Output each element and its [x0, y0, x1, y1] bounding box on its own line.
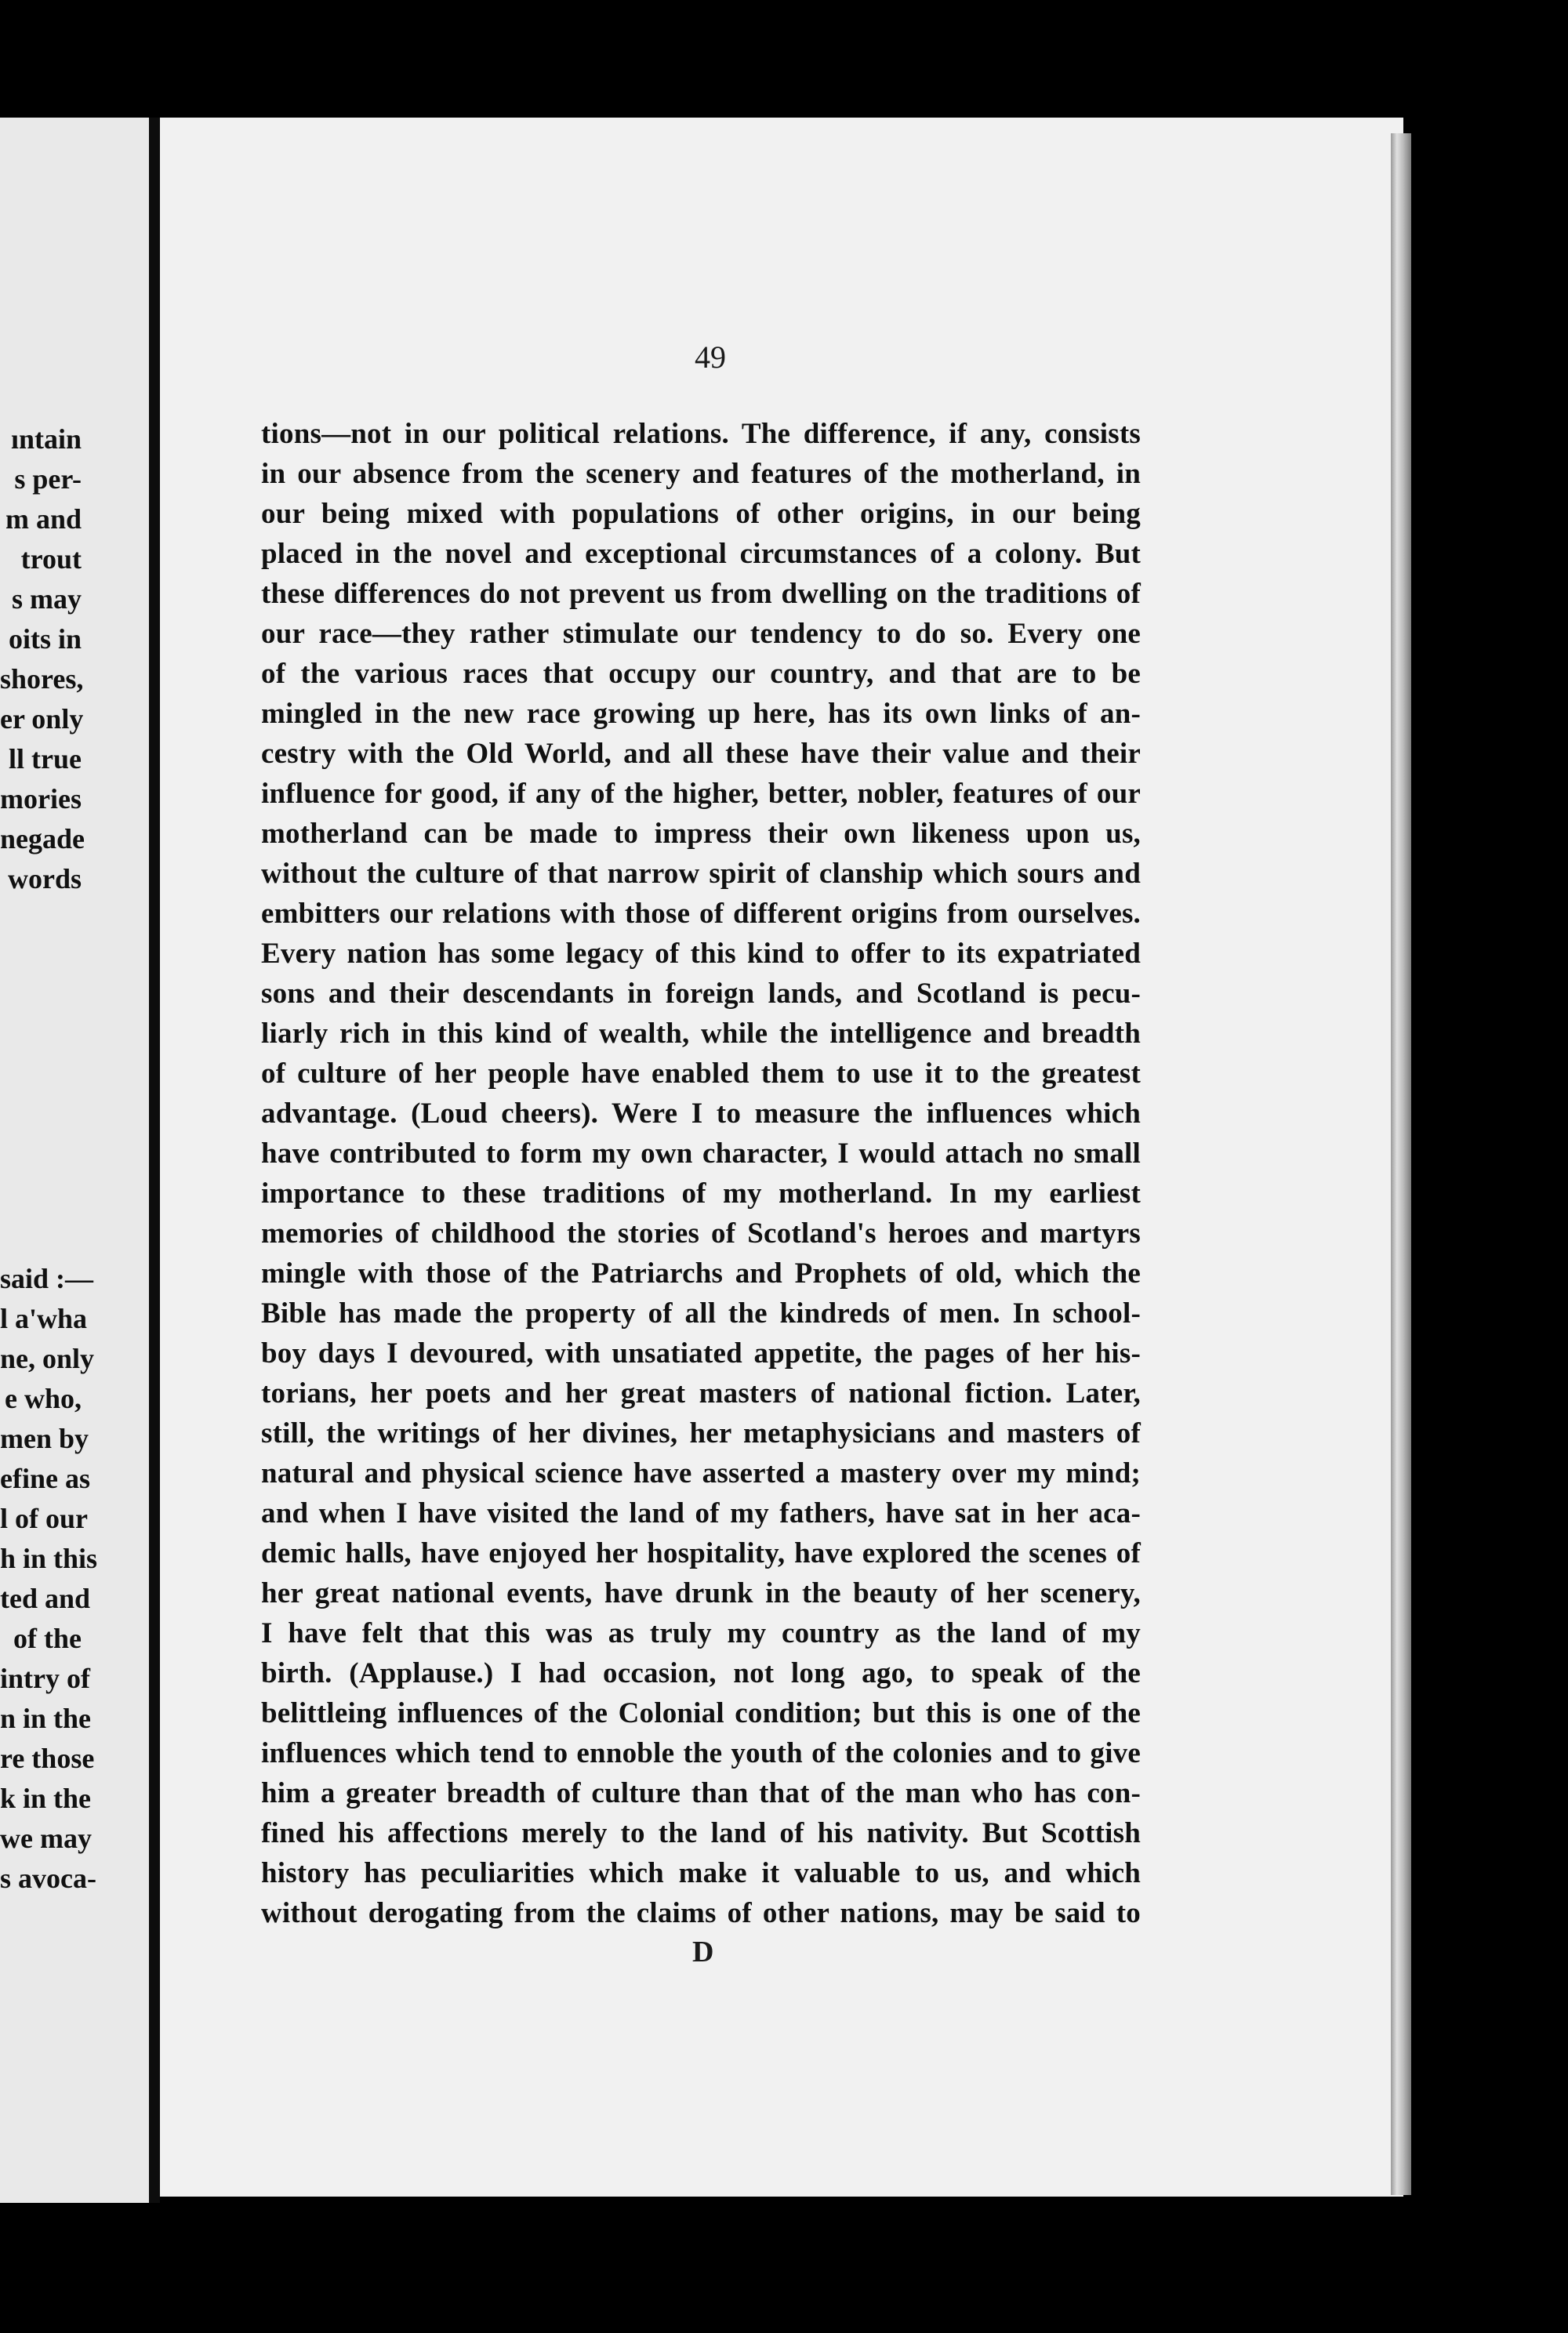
body-text-line: I have felt that this was as truly my country as the land of my	[261, 1617, 1141, 1649]
left-page-line: of the	[13, 1623, 82, 1654]
body-text-line: fined his affections merely to the land of his nativity. But Scottish	[261, 1817, 1141, 1849]
left-page-line: s may	[12, 583, 82, 615]
left-page-line: ll true	[9, 743, 82, 775]
left-page-line	[0, 1139, 149, 1179]
left-page-line: m and	[5, 503, 82, 535]
left-page-line	[0, 899, 149, 939]
left-page-line: e who,	[5, 1383, 82, 1414]
body-text-line: without derogating from the claims of other nations, may be said to	[261, 1897, 1141, 1929]
body-text-line: him a greater breadth of culture than that of the man who has con-	[261, 1777, 1141, 1809]
body-text-line: Bible has made the property of all the kindreds of men. In school-	[261, 1297, 1141, 1330]
body-text-line: and when I have visited the land of my fathers, have sat in her aca-	[261, 1497, 1141, 1529]
left-page-line	[0, 1019, 149, 1059]
body-text-line: liarly rich in this kind of wealth, while the intelligence and breadth	[261, 1018, 1141, 1050]
left-page-line: ne, only	[0, 1343, 95, 1374]
left-page-line	[0, 979, 149, 1019]
left-page-line: l a'wha	[0, 1303, 88, 1334]
left-page-line: ted and	[0, 1583, 91, 1614]
left-page-line: n in the	[0, 1703, 92, 1734]
left-page-line: s per-	[14, 463, 82, 495]
left-page-line: said :—	[0, 1263, 94, 1294]
body-text-line: without the culture of that narrow spirit of clanship which sours and	[261, 858, 1141, 890]
left-page-line	[0, 939, 149, 979]
body-text-line: of the various races that occupy our country, and that are to be	[261, 658, 1141, 690]
left-page-line: men by	[0, 1423, 89, 1454]
body-text-line: boy days I devoured, with unsatiated appetite, the pages of her his-	[261, 1337, 1141, 1370]
body-text-line: cestry with the Old World, and all these have their value and their	[261, 738, 1141, 770]
left-page-line: h in this	[0, 1543, 98, 1574]
body-text-line: importance to these traditions of my motherland. In my earliest	[261, 1177, 1141, 1210]
left-page-line: negade	[0, 823, 85, 854]
left-page-line: s avoca-	[0, 1863, 96, 1894]
body-text-line: motherland can be made to impress their own likeness upon us,	[261, 818, 1141, 850]
left-facing-page	[0, 118, 149, 2203]
left-page-line: shores,	[0, 663, 84, 695]
book-binding-gutter	[149, 118, 160, 2203]
body-text-line: natural and physical science have asserted a mastery over my mind;	[261, 1457, 1141, 1489]
body-text-line: belittleing influences of the Colonial condition; but this is one of the	[261, 1697, 1141, 1729]
left-page-line: we may	[0, 1823, 92, 1854]
left-page-line: oits in	[8, 623, 82, 655]
body-text-line: embitters our relations with those of different origins from ourselves.	[261, 898, 1141, 930]
body-text-line: tions—not in our political relations. The difference, if any, consists	[261, 418, 1141, 450]
body-text-line: advantage. (Loud cheers). Were I to measure the influences which	[261, 1098, 1141, 1130]
body-text-line: influence for good, if any of the higher, better, nobler, features of our	[261, 778, 1141, 810]
body-text-line: torians, her poets and her great masters of national fiction. Later,	[261, 1377, 1141, 1410]
page-number: 49	[695, 339, 726, 375]
left-page-line: re those	[0, 1743, 95, 1774]
body-text-line: history has peculiarities which make it valuable to us, and which	[261, 1857, 1141, 1889]
body-text-line: mingle with those of the Patriarchs and Prophets of old, which the	[261, 1257, 1141, 1290]
left-page-line	[0, 1099, 149, 1139]
body-text-line: influences which tend to ennoble the youth of the colonies and to give	[261, 1737, 1141, 1769]
body-text-line: still, the writings of her divines, her metaphysicians and masters of	[261, 1417, 1141, 1450]
left-page-line	[0, 1219, 149, 1259]
body-text-line: Every nation has some legacy of this kind to offer to its expatriated	[261, 938, 1141, 970]
body-text-line: these differences do not prevent us from dwelling on the traditions of	[261, 578, 1141, 610]
body-text-line: mingled in the new race growing up here, has its own links of an-	[261, 698, 1141, 730]
left-page-line: mories	[0, 783, 82, 815]
left-page-line: ıntain	[10, 423, 82, 455]
left-page-line: k in the	[0, 1783, 92, 1814]
body-text-line: memories of childhood the stories of Scotland's heroes and martyrs	[261, 1217, 1141, 1250]
left-page-line	[0, 1059, 149, 1099]
body-text-line: demic halls, have enjoyed her hospitality, have explored the scenes of	[261, 1537, 1141, 1569]
body-text-line: placed in the novel and exceptional circumstances of a colony. But	[261, 538, 1141, 570]
body-text-line: our being mixed with populations of other origins, in our being	[261, 498, 1141, 530]
left-page-line: trout	[20, 543, 82, 575]
left-page-line	[0, 1179, 149, 1219]
body-text-line: sons and their descendants in foreign lands, and Scotland is pecu-	[261, 978, 1141, 1010]
left-page-text	[0, 419, 149, 1899]
page-edge	[1391, 133, 1411, 2195]
body-text-line: birth. (Applause.) I had occasion, not long ago, to speak of the	[261, 1657, 1141, 1689]
signature-mark: D	[692, 1936, 714, 1968]
left-page-line: l of our	[0, 1503, 88, 1534]
body-text-line: her great national events, have drunk in the beauty of her scenery,	[261, 1577, 1141, 1609]
body-text-line: have contributed to form my own character, I would attach no small	[261, 1137, 1141, 1170]
body-text	[261, 414, 1141, 1933]
left-page-line: efine as	[0, 1463, 90, 1494]
body-text-line: of culture of her people have enabled them to use it to the greatest	[261, 1058, 1141, 1090]
body-text-line: in our absence from the scenery and features of the motherland, in	[261, 458, 1141, 490]
left-page-line: words	[7, 863, 82, 894]
left-page-line: er only	[0, 703, 84, 735]
body-text-line: our race—they rather stimulate our tendency to do so. Every one	[261, 618, 1141, 650]
left-page-line: intry of	[0, 1663, 90, 1694]
